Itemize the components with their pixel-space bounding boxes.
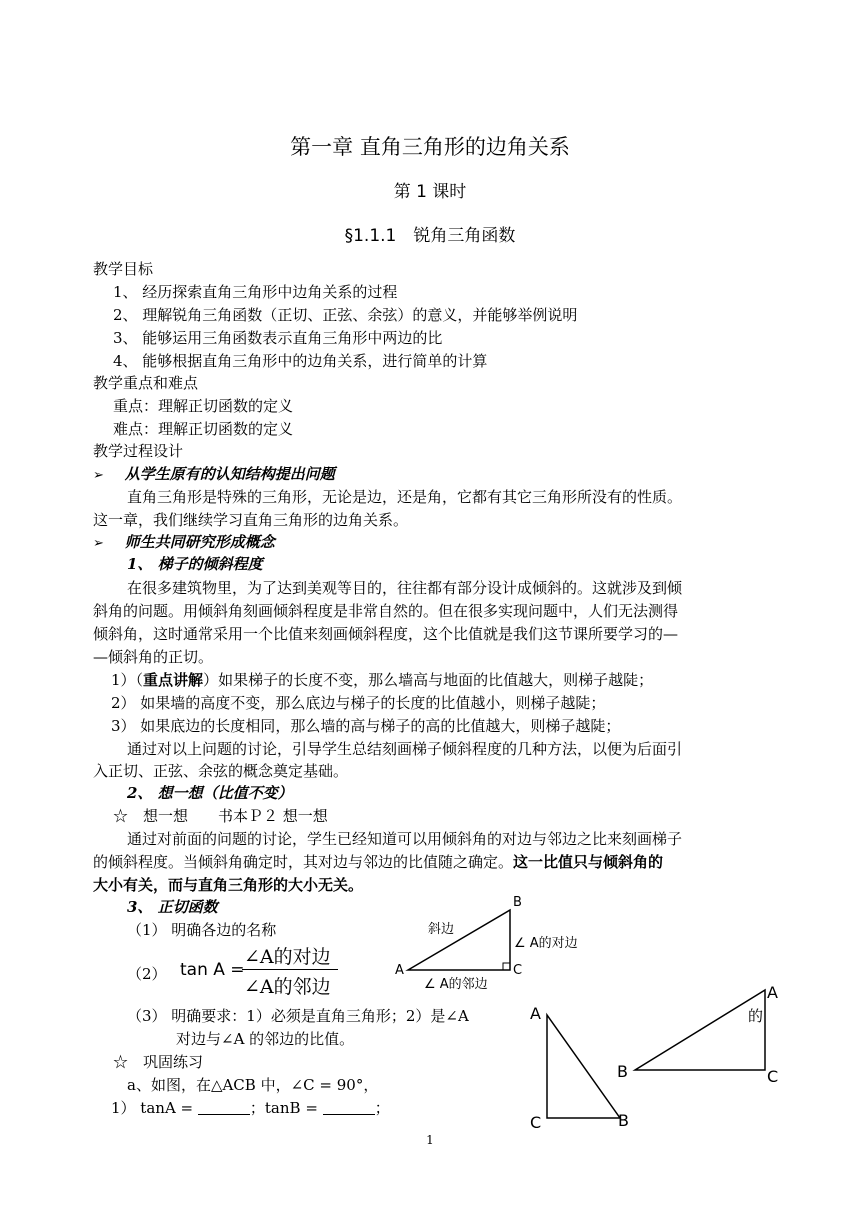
fig1-label-hyp: 斜边 (428, 922, 455, 937)
page-number: 1 (426, 1133, 434, 1147)
practice-heading: ☆ 巩固练习 (113, 1053, 204, 1071)
s2-line-3: 大小有关，而与直角三角形的大小无关。 (93, 876, 364, 894)
formula-numerator: ∠A的对边 (244, 946, 331, 968)
exercise-1: 1） tanA = ；tanB = ； (111, 1099, 390, 1117)
intro-line-1: 直角三角形是特殊的三角形，无论是边，还是角，它都有其它三角形所没有的性质。 (127, 488, 683, 506)
s3-item-3b: 对边与∠A 的邻边的比值。 (176, 1030, 355, 1048)
fig1-vertex-b: B (513, 895, 522, 910)
s1-line-3: 倾斜角，这时通常采用一个比值来刻画倾斜程度，这个比值就是我们这节课所要学习的— (93, 625, 679, 643)
objective-2: 2、 理解锐角三角函数（正切、正弦、余弦）的意义，并能够举例说明 (113, 306, 578, 324)
objective-4: 4、 能够根据直角三角形中的边角关系，进行简单的计算 (113, 352, 488, 370)
fig1-label-adj: ∠ A的邻边 (424, 977, 488, 992)
s1-line-2: 斜角的问题。用倾斜角刻画倾斜程度是非常自然的。但在很多实现问题中，人们无法测得 (93, 602, 679, 620)
list-item-1: 1）（重点讲解）如果梯子的长度不变，那么墙高与地面的比值越大，则梯子越陡； (111, 671, 654, 689)
subsection-2-title: 2、 想一想（比值不变） (127, 784, 293, 802)
fig1-label-opp: ∠ A的对边 (514, 936, 578, 951)
fig1-vertex-c: C (513, 963, 523, 978)
answer-blank-tanB[interactable] (323, 1100, 375, 1115)
exercise-a: a、如图，在△ACB 中，∠C = 90°， (127, 1076, 379, 1094)
fig3-vertex-a: A (767, 983, 778, 1002)
s1-summary-2: 入正切、正弦、余弦的概念奠定基础。 (93, 762, 349, 780)
s1-summary-1: 通过对以上问题的讨论，引导学生总结刻画梯子倾斜程度的几种方法，以便为后面引 (127, 740, 683, 758)
bullet-2 (93, 531, 275, 555)
keypoints-heading: 教学重点和难点 (93, 374, 199, 392)
section-title: §1.1.1 锐角三角函数 (344, 226, 516, 246)
figure-3-triangle (630, 985, 780, 1075)
s3-item-3a-tail: 的 (748, 1007, 764, 1025)
s1-line-1: 在很多建筑物里，为了达到美观等目的，往往都有部分设计成倾斜的。这就涉及到倾 (127, 579, 683, 597)
fig1-vertex-a: A (395, 963, 404, 978)
fig3-vertex-b: B (617, 1062, 628, 1081)
process-heading: 教学过程设计 (93, 442, 184, 460)
fig2-vertex-c: C (530, 1113, 542, 1132)
s1-line-4: —倾斜角的正切。 (93, 648, 214, 666)
formula-lhs: tan A = (180, 960, 245, 980)
s2-line-2: 的倾斜程度。当倾斜角确定时，其对边与邻边的比值随之确定。这一比值只与倾斜角的 (93, 853, 664, 871)
key-point: 重点：理解正切函数的定义 (113, 397, 294, 415)
bullet-2-text: 师生共同研究形成概念 (124, 533, 275, 551)
s3-item-1: （1） 明确各边的名称 (127, 921, 277, 939)
s3-item-2: （2） (127, 965, 167, 983)
difficulty-point: 难点：理解正切函数的定义 (113, 420, 294, 438)
fraction-bar (242, 969, 338, 970)
intro-line-2: 这一章，我们继续学习直角三角形的边角关系。 (93, 511, 409, 529)
arrow-bullet-icon: ➢ (93, 536, 104, 551)
lesson-title: 第 1 课时 (393, 182, 467, 202)
s3-item-3a: （3） 明确要求：1）必须是直角三角形；2）是∠A (127, 1007, 469, 1025)
list-item-2: 2） 如果墙的高度不变，那么底边与梯子的长度的比值越小，则梯子越陡； (111, 694, 606, 712)
list-item-3: 3） 如果底边的长度相同，那么墙的高与梯子的高的比值越大，则梯子越陡； (111, 717, 621, 735)
objective-3: 3、 能够运用三角函数表示直角三角形中两边的比 (113, 329, 443, 347)
objective-1: 1、 经历探索直角三角形中边角关系的过程 (113, 283, 398, 301)
think-line: ☆ 想一想 书本Ｐ２ 想一想 (113, 807, 328, 825)
arrow-bullet-icon: ➢ (93, 468, 104, 483)
subsection-3-title: 3、 正切函数 (127, 898, 218, 916)
fig2-vertex-b: B (618, 1111, 629, 1130)
formula-denominator: ∠A的邻边 (244, 976, 331, 998)
objectives-heading: 教学目标 (93, 260, 154, 278)
fig3-vertex-c: C (767, 1067, 779, 1086)
answer-blank-tanA[interactable] (198, 1100, 250, 1115)
subsection-1-title: 1、 梯子的倾斜程度 (127, 555, 263, 573)
fig2-vertex-a: A (530, 1004, 541, 1023)
bullet-1-text: 从学生原有的认知结构提出问题 (124, 465, 335, 483)
bullet-1 (93, 463, 335, 487)
s2-line-1: 通过对前面的问题的讨论，学生已经知道可以用倾斜角的对边与邻边之比来刻画梯子 (127, 830, 683, 848)
page-title: 第一章 直角三角形的边角关系 (290, 135, 570, 159)
